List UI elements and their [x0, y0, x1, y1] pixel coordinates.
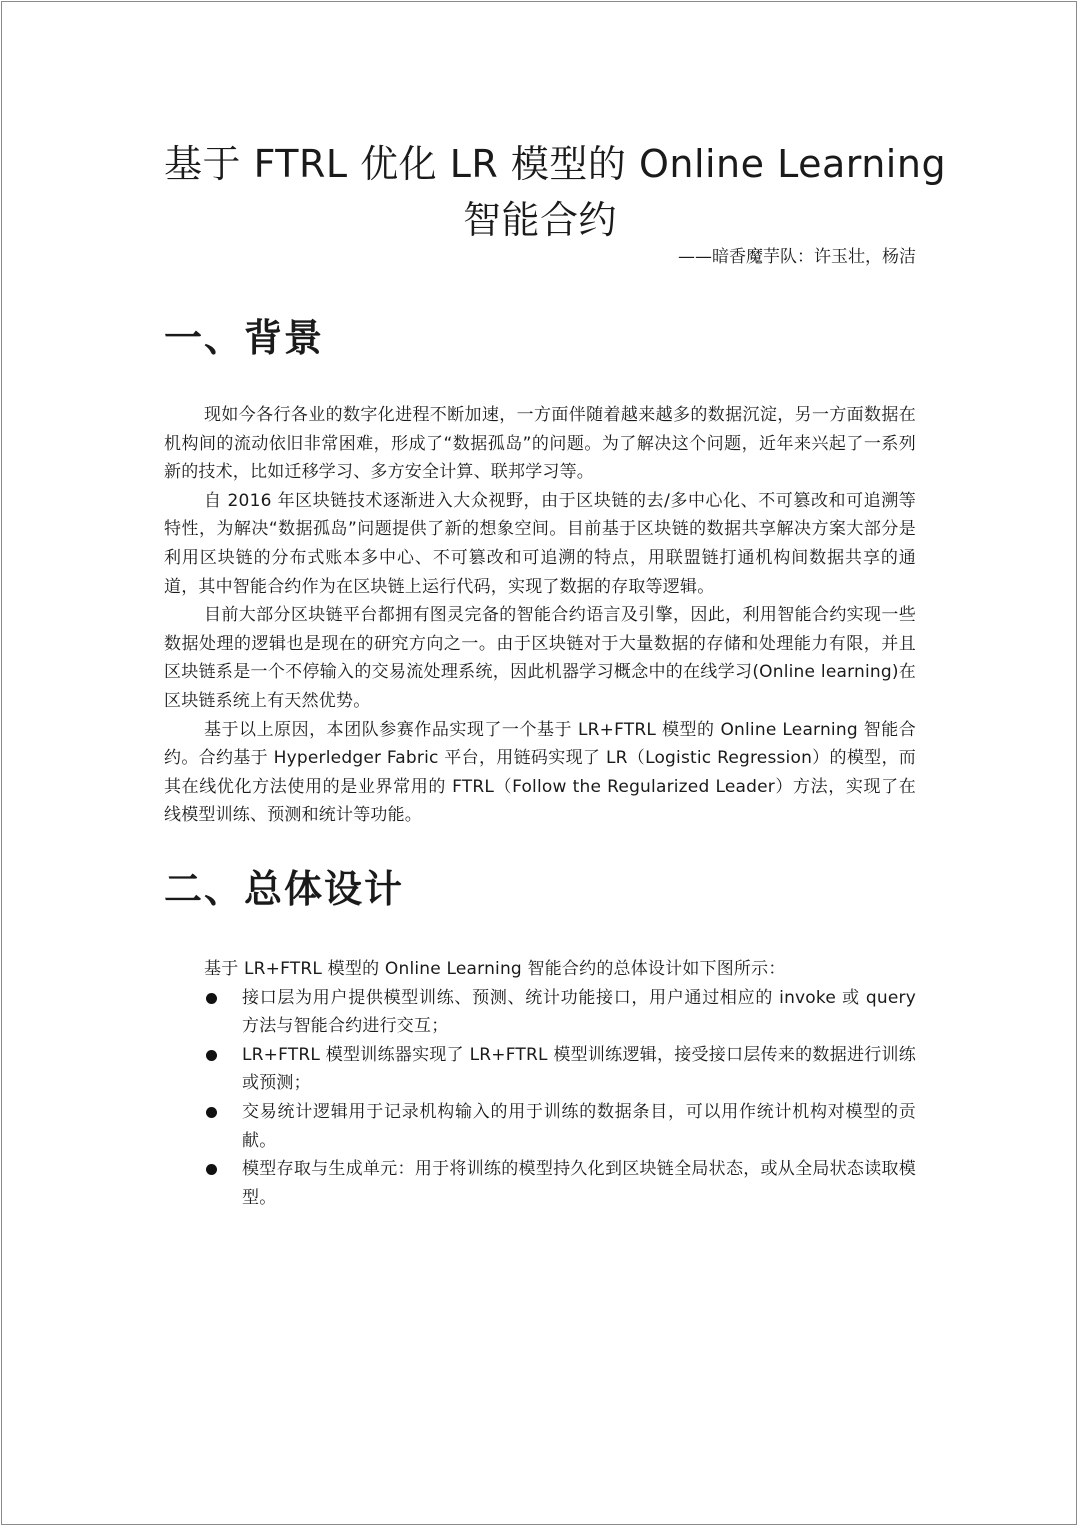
section-heading-background: 一、背景: [164, 316, 325, 360]
background-paragraph-4: 基于以上原因，本团队参赛作品实现了一个基于 LR+FTRL 模型的 Online Learning 智能合约。合约基于 Hyperledger Fabric 平台，用链码实现了 LR（Logistic Regression）的模型，而其在线优化方法使用的是业界常用的 FTRL（Follow the Regularized Leader）方法，实现了在线模型训练、预测和统计等功能。: [164, 719, 916, 826]
bullet-text: 模型存取与生成单元：用于将训练的模型持久化到区块链全局状态，或从全局状态读取模型。: [242, 1159, 916, 1208]
list-item: [164, 1041, 916, 1098]
list-item: [164, 1155, 916, 1212]
background-section-body: [164, 401, 916, 830]
bullet-icon: [206, 1107, 217, 1118]
design-section-body: [164, 955, 916, 1212]
background-paragraph-2: 自 2016 年区块链技术逐渐进入大众视野，由于区块链的去/多中心化、不可篡改和可追溯等特性，为解决“数据孤岛”问题提供了新的想象空间。目前基于区块链的数据共享解决方案大部分是利用区块链的分布式账本多中心、不可篡改和可追溯的特点，用联盟链打通机构间数据共享的通道，其中智能合约作为在区块链上运行代码，实现了数据的存取等逻辑。: [164, 490, 916, 597]
bullet-text: 接口层为用户提供模型训练、预测、统计功能接口，用户通过相应的 invoke 或 query 方法与智能合约进行交互；: [242, 987, 916, 1037]
section-heading-overall-design: 二、总体设计: [164, 867, 405, 911]
design-intro: 基于 LR+FTRL 模型的 Online Learning 智能合约的总体设计如下图所示：: [204, 959, 786, 979]
background-paragraph-3: 目前大部分区块链平台都拥有图灵完备的智能合约语言及引擎，因此，利用智能合约实现一些数据处理的逻辑也是现在的研究方向之一。由于区块链对于大量数据的存储和处理能力有限，并且区块链系是一个不停输入的交易流处理系统，因此机器学习概念中的在线学习(Online learning)在区块链系统上有天然优势。: [164, 605, 916, 711]
bullet-text: 交易统计逻辑用于记录机构输入的用于训练的数据条目，可以用作统计机构对模型的贡献。: [242, 1101, 916, 1151]
title-line-1: 基于 FTRL 优化 LR 模型的 Online Learning: [164, 142, 947, 186]
title-line-2: 智能合约: [462, 198, 617, 242]
bullet-icon: [206, 1164, 217, 1175]
author-line: ——暗香魔芋队：许玉壮，杨洁: [678, 247, 916, 267]
bullet-icon: [206, 993, 217, 1004]
document-title: [164, 136, 947, 248]
list-item: [164, 984, 916, 1041]
background-paragraph-1: 现如今各行各业的数字化进程不断加速，一方面伴随着越来越多的数据沉淀，另一方面数据在机构间的流动依旧非常困难，形成了“数据孤岛”的问题。为了解决这个问题，近年来兴起了一系列新的技术，比如迁移学习、多方安全计算、联邦学习等。: [164, 405, 916, 483]
design-bullet-list: [164, 984, 916, 1213]
bullet-icon: [206, 1050, 217, 1061]
bullet-text: LR+FTRL 模型训练器实现了 LR+FTRL 模型训练逻辑，接受接口层传来的数据进行训练或预测；: [242, 1044, 916, 1094]
list-item: [164, 1098, 916, 1155]
